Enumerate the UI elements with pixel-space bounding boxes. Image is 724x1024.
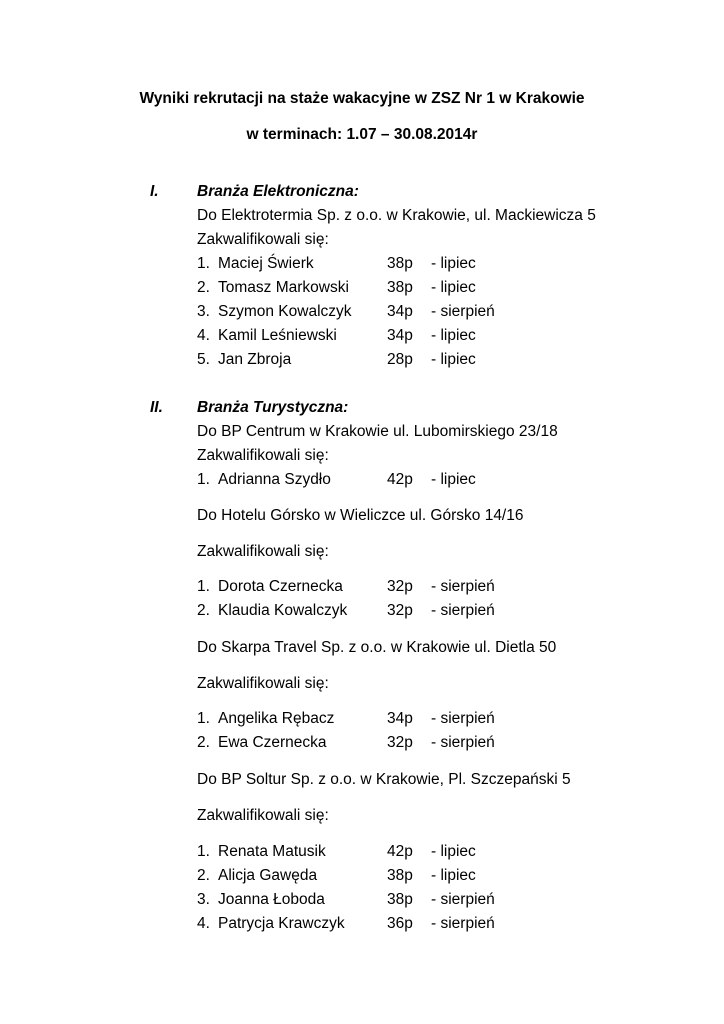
candidate-month: - lipiec bbox=[431, 255, 476, 272]
candidate-name: Joanna Łoboda bbox=[218, 891, 325, 908]
candidate-name: Tomasz Markowski bbox=[218, 279, 349, 296]
document-title: Wyniki rekrutacji na staże wakacyjne w ZSZ Nr 1 w Krakowie bbox=[139, 90, 585, 107]
candidate-number: 1. bbox=[197, 255, 210, 272]
qualified-label: Zakwalifikowali się: bbox=[197, 807, 329, 824]
candidate-name: Adrianna Szydło bbox=[218, 471, 331, 488]
candidate-number: 1. bbox=[197, 578, 210, 595]
candidate-month: - lipiec bbox=[431, 279, 476, 296]
candidate-month: - lipiec bbox=[431, 843, 476, 860]
candidate-month: - lipiec bbox=[431, 471, 476, 488]
candidate-month: - sierpień bbox=[431, 734, 495, 751]
section-number: I. bbox=[150, 183, 159, 200]
candidate-month: - lipiec bbox=[431, 351, 476, 368]
candidate-points: 28p bbox=[387, 351, 413, 368]
candidate-month: - sierpień bbox=[431, 303, 495, 320]
candidate-number: 2. bbox=[197, 734, 210, 751]
candidate-row bbox=[197, 254, 597, 274]
document-subtitle: w terminach: 1.07 – 30.08.2014r bbox=[246, 126, 478, 143]
candidate-number: 1. bbox=[197, 710, 210, 727]
candidate-points: 38p bbox=[387, 279, 413, 296]
candidate-points: 34p bbox=[387, 303, 413, 320]
candidate-month: - sierpień bbox=[431, 891, 495, 908]
candidate-number: 4. bbox=[197, 327, 210, 344]
section-heading: Branża Turystyczna: bbox=[197, 399, 349, 416]
candidate-row bbox=[197, 577, 597, 597]
candidate-month: - lipiec bbox=[431, 327, 476, 344]
candidate-row bbox=[197, 914, 597, 934]
qualified-label: Zakwalifikowali się: bbox=[197, 543, 329, 560]
candidate-row bbox=[197, 470, 597, 490]
candidate-name: Alicja Gawęda bbox=[218, 867, 318, 884]
candidate-name: Patrycja Krawczyk bbox=[218, 915, 345, 932]
candidate-name: Renata Matusik bbox=[218, 843, 326, 860]
candidate-points: 32p bbox=[387, 578, 413, 595]
candidate-name: Kamil Leśniewski bbox=[218, 327, 337, 344]
employer-name: Do BP Centrum w Krakowie ul. Lubomirskiego 23/18 bbox=[197, 423, 558, 440]
candidate-name: Angelika Rębacz bbox=[218, 710, 335, 727]
candidate-row bbox=[197, 278, 597, 298]
qualified-label: Zakwalifikowali się: bbox=[197, 675, 329, 692]
qualified-label: Zakwalifikowali się: bbox=[197, 447, 329, 464]
candidate-row bbox=[197, 326, 597, 346]
candidate-points: 36p bbox=[387, 915, 413, 932]
candidate-row bbox=[197, 866, 597, 886]
candidate-month: - sierpień bbox=[431, 578, 495, 595]
candidate-points: 38p bbox=[387, 255, 413, 272]
section-number: II. bbox=[150, 399, 163, 416]
candidate-number: 2. bbox=[197, 602, 210, 619]
candidate-points: 42p bbox=[387, 471, 413, 488]
candidate-number: 3. bbox=[197, 891, 210, 908]
employer-name: Do Skarpa Travel Sp. z o.o. w Krakowie ul. Dietla 50 bbox=[197, 639, 557, 656]
candidate-number: 1. bbox=[197, 471, 210, 488]
candidate-name: Ewa Czernecka bbox=[218, 734, 327, 751]
employer-name: Do BP Soltur Sp. z o.o. w Krakowie, Pl. Szczepański 5 bbox=[197, 771, 571, 788]
candidate-points: 34p bbox=[387, 327, 413, 344]
candidate-points: 38p bbox=[387, 891, 413, 908]
section-heading: Branża Elektroniczna: bbox=[197, 183, 359, 200]
candidate-month: - sierpień bbox=[431, 710, 495, 727]
candidate-row bbox=[197, 842, 597, 862]
candidate-row bbox=[197, 302, 597, 322]
candidate-name: Jan Zbroja bbox=[218, 351, 292, 368]
candidate-number: 2. bbox=[197, 279, 210, 296]
candidate-row bbox=[197, 733, 597, 753]
candidate-name: Klaudia Kowalczyk bbox=[218, 602, 348, 619]
candidate-month: - lipiec bbox=[431, 867, 476, 884]
candidate-points: 42p bbox=[387, 843, 413, 860]
candidate-number: 1. bbox=[197, 843, 210, 860]
candidate-number: 2. bbox=[197, 867, 210, 884]
employer-name: Do Elektrotermia Sp. z o.o. w Krakowie, ul. Mackiewicza 5 bbox=[197, 207, 596, 224]
candidate-number: 4. bbox=[197, 915, 210, 932]
candidate-row bbox=[197, 350, 597, 370]
candidate-name: Dorota Czernecka bbox=[218, 578, 343, 595]
qualified-label: Zakwalifikowali się: bbox=[197, 231, 329, 248]
candidate-points: 38p bbox=[387, 867, 413, 884]
candidate-name: Maciej Świerk bbox=[218, 255, 314, 272]
candidate-row bbox=[197, 601, 597, 621]
candidate-row bbox=[197, 709, 597, 729]
candidate-points: 34p bbox=[387, 710, 413, 727]
candidate-number: 3. bbox=[197, 303, 210, 320]
candidate-month: - sierpień bbox=[431, 915, 495, 932]
candidate-points: 32p bbox=[387, 602, 413, 619]
candidate-name: Szymon Kowalczyk bbox=[218, 303, 352, 320]
employer-name: Do Hotelu Górsko w Wieliczce ul. Górsko 14/16 bbox=[197, 507, 524, 524]
candidate-month: - sierpień bbox=[431, 602, 495, 619]
candidate-points: 32p bbox=[387, 734, 413, 751]
candidate-row bbox=[197, 890, 597, 910]
candidate-number: 5. bbox=[197, 351, 210, 368]
